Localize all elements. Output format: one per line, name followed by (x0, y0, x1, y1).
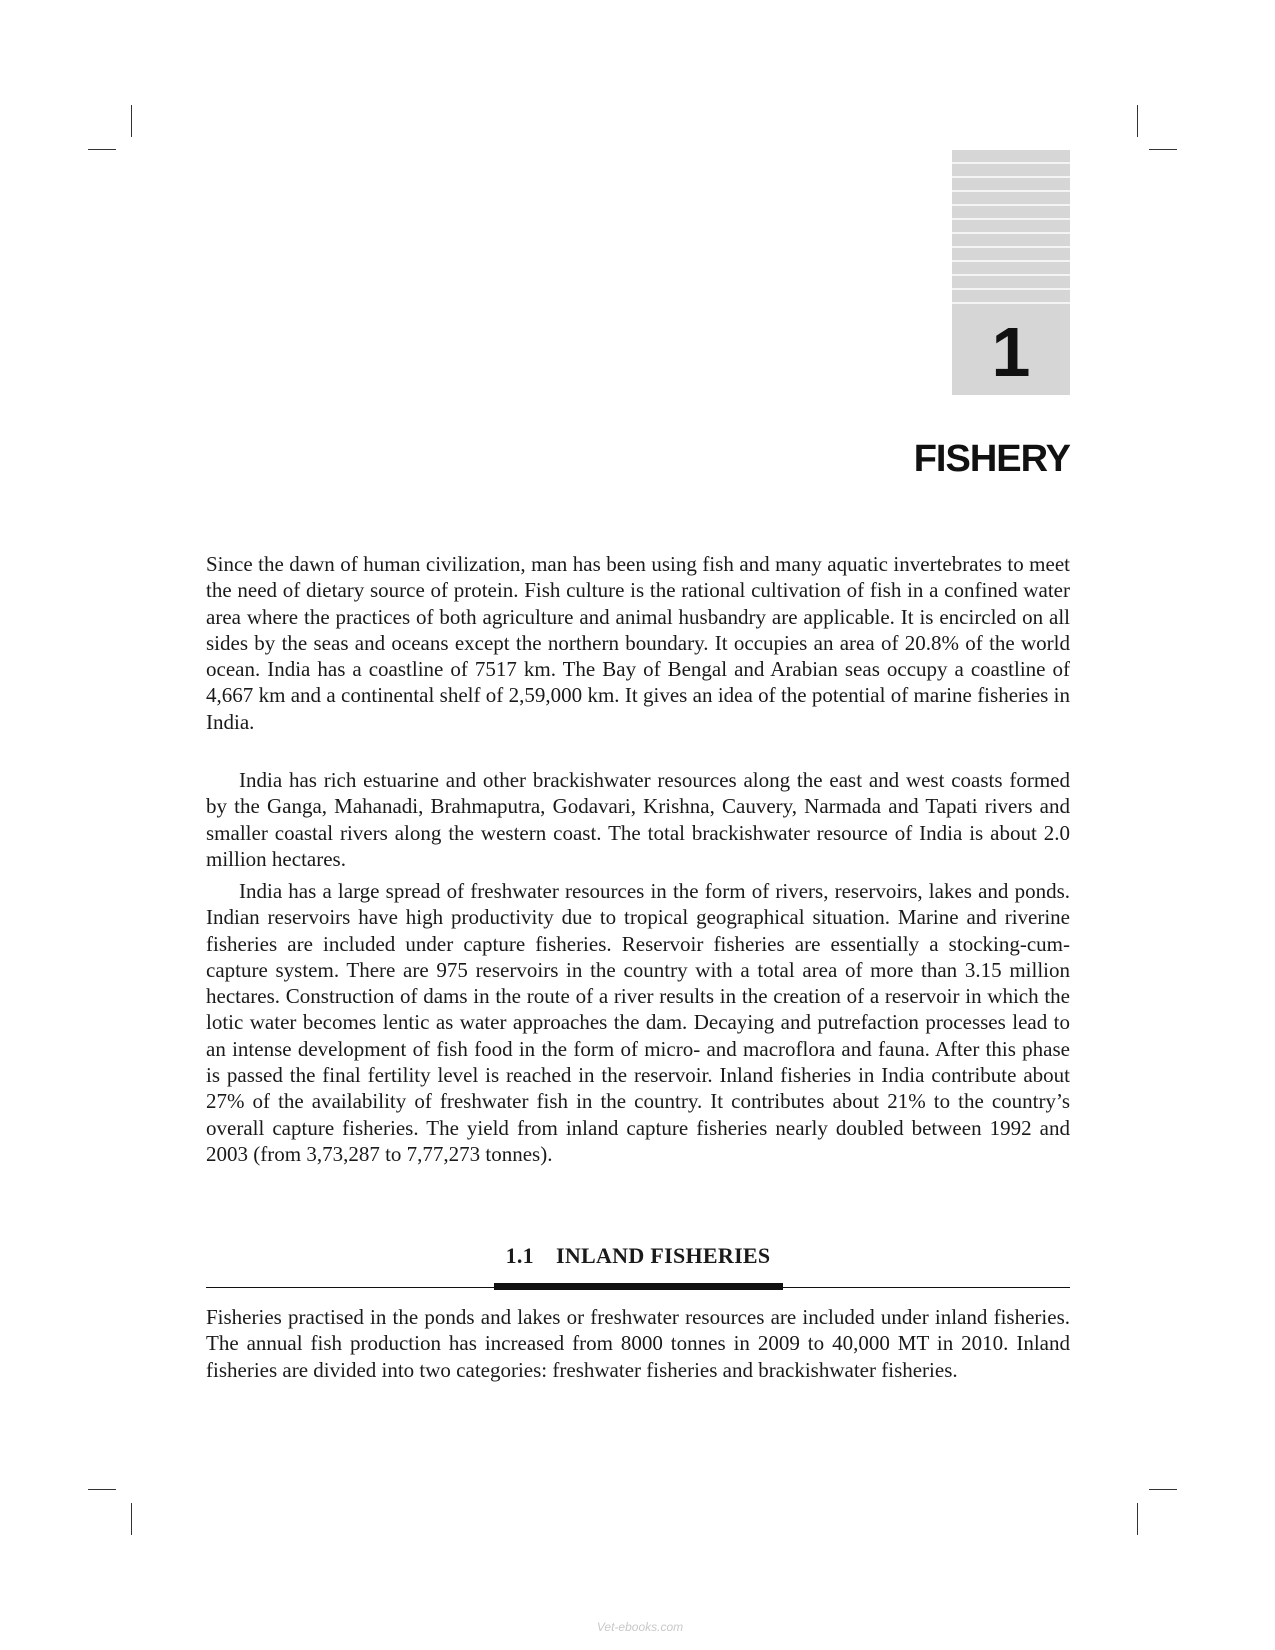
crop-mark-bottom-left-v (131, 1503, 132, 1535)
section-heading (206, 1243, 1070, 1269)
crop-mark-bottom-right-h (1149, 1489, 1177, 1490)
section-title: INLAND FISHERIES (555, 1243, 771, 1268)
crop-mark-top-left-v (131, 105, 132, 137)
crop-mark-top-left-h (88, 149, 116, 150)
section-rule-accent (494, 1283, 783, 1290)
crop-mark-bottom-left-h (88, 1489, 116, 1490)
crop-mark-top-right-v (1137, 105, 1138, 137)
section-number: 1.1 (505, 1243, 534, 1268)
chapter-number: 1 (991, 312, 1031, 391)
body-paragraph-3: India has a large spread of freshwater resources in the form of rivers, reservoirs, lakes and ponds. Indian reservoirs have high productivity due to tropical geographical situation. Marine and riverine fisheries are included under capture fisheries. Reservoir fisheries are essentially a stocking-cum-capture system. There are 975 reservoirs in the country with a total area of more than 3.15 million hectares. Construction of dams in the route of a river results in the creation of a reservoir in which the lotic water becomes lentic as water approaches the dam. Decaying and putrefaction processes lead to an intense development of fish food in the form of micro- and macroflora and fauna. After this phase is passed the final fertility level is reached in the reservoir. Inland fisheries in India contribute about 27% of the availability of freshwater fish in the country. It contributes about 21% to the country’s overall capture fisheries. The yield from inland capture fisheries nearly doubled between 1992 and 2003 (from 3,73,287 to 7,77,273 tonnes). (206, 879, 1070, 1166)
watermark: Vet-ebooks.com (596, 1620, 684, 1634)
section-paragraph: Fisheries practised in the ponds and lakes or freshwater resources are included under inland fisheries. The annual fish production has increased from 8000 tonnes in 2009 to 40,000 MT in 2010. Inland fisheries are divided into two categories: freshwater fisheries and brackishwater fisheries. (206, 1305, 1070, 1382)
body-paragraph-1: Since the dawn of human civilization, man has been using fish and many aquatic invertebrates to meet the need of dietary source of protein. Fish culture is the rational cultivation of fish in a confined water area where the practices of both agriculture and animal husbandry are applicable. It is encircled on all sides by the seas and oceans except the northern boundary. It occupies an area of 20.8% of the world ocean. India has a coastline of 7517 km. The Bay of Bengal and Arabian seas occupy a coastline of 4,667 km and a continental shelf of 2,59,000 km. It gives an idea of the potential of marine fisheries in India. (206, 552, 1070, 734)
body-paragraph-2: India has rich estuarine and other brackishwater resources along the east and west coasts formed by the Ganga, Mahanadi, Brahmaputra, Godavari, Krishna, Cauvery, Narmada and Tapati rivers and smaller coastal rivers along the western coast. The total brackishwater resource of India is about 2.0 million hectares. (206, 768, 1070, 871)
crop-mark-top-right-h (1149, 149, 1177, 150)
crop-mark-bottom-right-v (1137, 1503, 1138, 1535)
chapter-title: FISHERY (913, 438, 1070, 480)
